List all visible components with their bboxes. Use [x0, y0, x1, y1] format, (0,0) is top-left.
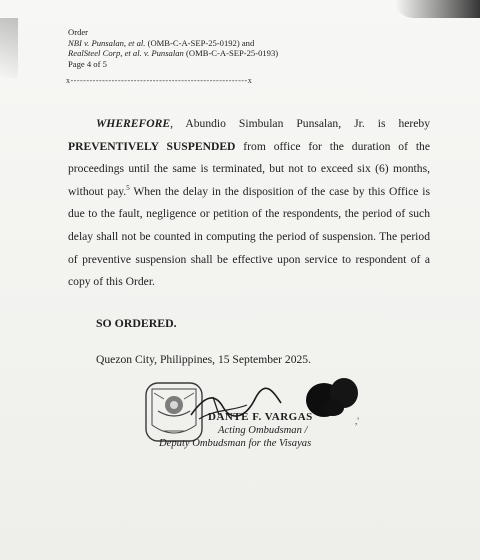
case-number-2: (OMB-C-A-SEP-25-0193)	[186, 48, 279, 59]
wherefore-keyword: WHEREFORE	[96, 117, 171, 130]
case-caption-line1	[68, 38, 278, 49]
signatory-name: DANTE F. VARGAS	[208, 411, 313, 423]
case-number-1: (OMB-C-A-SEP-25-0192) and	[147, 37, 255, 48]
dispositive-paragraph	[68, 113, 430, 294]
header-separator: x--------------------------------------------------------x	[66, 76, 253, 85]
page-indicator: Page 4 of 5	[68, 58, 107, 69]
case-parties-2: RealSteel Corp, et al. v. Punsalan	[68, 48, 184, 59]
page-edge-shadow-left	[0, 18, 18, 78]
body-text-1: from office for the duration of the proceedings until the same is terminated, but not to exceed six (6) months, without pay.	[68, 139, 430, 198]
signatory-title-1: Acting Ombudsman /	[218, 425, 308, 436]
stray-mark: ,'	[355, 416, 359, 426]
page-edge-shadow	[395, 0, 480, 18]
doc-type: Order	[68, 27, 89, 37]
respondent-name-text: , Abundio Simbulan Punsalan, Jr. is hereby	[170, 117, 430, 130]
document-header	[68, 27, 278, 69]
signatory-title-2: Deputy Ombudsman for the Visayas	[159, 438, 312, 449]
suspension-keyword: PREVENTIVELY SUSPENDED	[68, 139, 236, 153]
footnote-ref: 5	[126, 183, 130, 192]
dateline: Quezon City, Philippines, 15 September 2025.	[96, 353, 311, 366]
case-parties-1: NBI v. Punsalan, et al.	[68, 37, 146, 48]
redaction-blot	[322, 400, 344, 416]
case-caption-line2	[68, 48, 278, 59]
body-text-2: When the delay in the disposition of the case by this Office is due to the fault, negligence or petition of the respondents, the period of such delay shall not be counted in computing the period of suspension. The period of preventive suspension shall be effective upon service to respondent of a copy of this Order.	[68, 184, 430, 289]
so-ordered: SO ORDERED.	[96, 316, 177, 330]
